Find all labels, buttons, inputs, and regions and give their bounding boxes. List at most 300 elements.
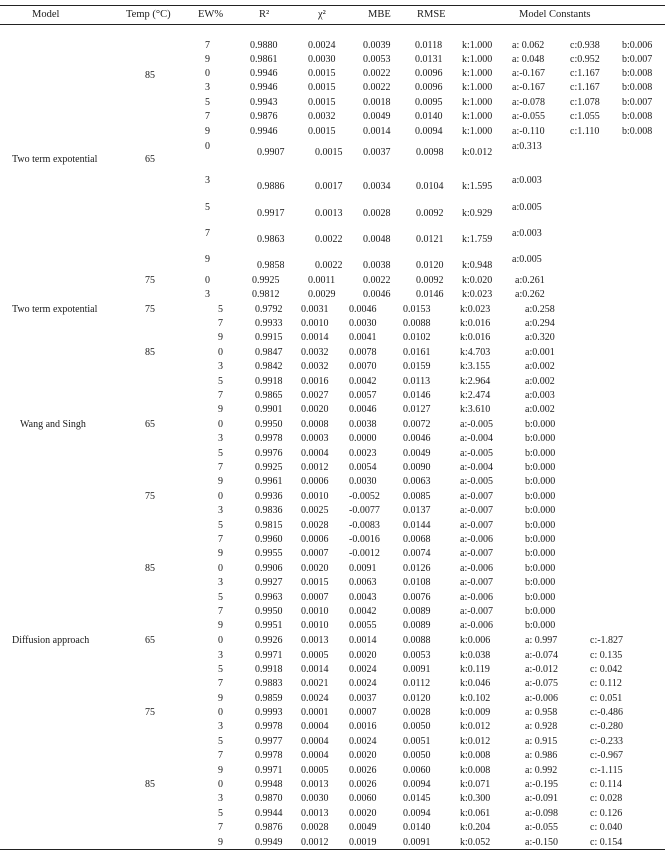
cell-chi: 0.0006 [301, 534, 329, 545]
cell-k: k:0.071 [460, 779, 491, 790]
cell-b: b:0.000 [525, 534, 556, 545]
cell-chi: 0.0010 [301, 318, 329, 329]
cell-r2: 0.9883 [255, 678, 283, 689]
cell-a: a:-0.167 [512, 82, 546, 93]
cell-a: a: 0.062 [512, 40, 545, 51]
cell-r2: 0.9870 [255, 793, 283, 804]
cell-mbe: 0.0024 [349, 736, 377, 747]
cell-a: a:0.002 [525, 361, 555, 372]
cell-chi: 0.0028 [301, 520, 329, 531]
cell-r2: 0.9917 [257, 208, 285, 219]
cell-r2: 0.9977 [255, 736, 283, 747]
cell-a: a:-0.006 [460, 620, 494, 631]
cell-a: a:-0.012 [525, 664, 559, 675]
cell-chi: 0.0015 [308, 82, 336, 93]
cell-r2: 0.9918 [255, 664, 283, 675]
cell-k: k:0.023 [462, 289, 493, 300]
cell-mbe: 0.0049 [349, 822, 377, 833]
cell-k: k:1.000 [462, 68, 493, 79]
cell-rmse: 0.0046 [403, 433, 431, 444]
cell-a: a:-0.195 [525, 779, 559, 790]
cell-r2: 0.9978 [255, 433, 283, 444]
cell-a: a:-0.005 [460, 476, 494, 487]
cell-chi: 0.0030 [308, 54, 336, 65]
cell-k: k:0.016 [460, 318, 491, 329]
cell-chi: 0.0016 [301, 376, 329, 387]
cell-a: a:-0.007 [460, 520, 494, 531]
cell-chi: 0.0014 [301, 664, 329, 675]
cell-a: a:-0.075 [525, 678, 559, 689]
cell-r2: 0.9978 [255, 721, 283, 732]
cell-chi: 0.0013 [301, 808, 329, 819]
cell-a: a:-0.006 [460, 534, 494, 545]
cell-ew: 7 [205, 228, 210, 239]
cell-ew: 0 [218, 347, 223, 358]
cell-k: k:1.000 [462, 40, 493, 51]
cell-r2: 0.9926 [255, 635, 283, 646]
cell-ew: 3 [218, 793, 223, 804]
cell-a: a:-0.167 [512, 68, 546, 79]
header-model-constants: Model Constants [519, 9, 591, 20]
cell-chi: 0.0021 [301, 678, 329, 689]
cell-a: a:-0.150 [525, 837, 559, 848]
cell-chi: 0.0013 [301, 779, 329, 790]
cell-c: c: 0.114 [590, 779, 622, 790]
cell-b: b:0.000 [525, 505, 556, 516]
cell-r2: 0.9861 [250, 54, 278, 65]
cell-mbe: 0.0046 [349, 404, 377, 415]
temp-label-a-65: 65 [145, 154, 155, 165]
cell-mbe: 0.0022 [363, 275, 391, 286]
cell-b: b:0.000 [525, 476, 556, 487]
cell-chi: 0.0014 [301, 332, 329, 343]
cell-k: k:3.610 [460, 404, 491, 415]
cell-k: k:0.052 [460, 837, 491, 848]
cell-a: a: 0.997 [525, 635, 558, 646]
cell-k: k:0.119 [460, 664, 490, 675]
cell-ew: 7 [205, 40, 210, 51]
cell-r2: 0.9976 [255, 448, 283, 459]
cell-rmse: 0.0090 [403, 462, 431, 473]
cell-r2: 0.9925 [255, 462, 283, 473]
cell-c: c:-0.280 [590, 721, 624, 732]
cell-chi: 0.0015 [308, 68, 336, 79]
cell-rmse: 0.0159 [403, 361, 431, 372]
cell-mbe: 0.0042 [349, 606, 377, 617]
cell-mbe: 0.0019 [349, 837, 377, 848]
cell-k: k:1.000 [462, 82, 493, 93]
cell-ew: 7 [218, 750, 223, 761]
cell-chi: 0.0015 [308, 126, 336, 137]
cell-r2: 0.9944 [255, 808, 283, 819]
cell-rmse: 0.0095 [415, 97, 443, 108]
cell-ew: 9 [218, 476, 223, 487]
cell-mbe: -0.0012 [349, 548, 380, 559]
cell-k: k:0.204 [460, 822, 491, 833]
cell-a: a: 0.915 [525, 736, 558, 747]
cell-a: a:-0.078 [512, 97, 546, 108]
cell-r2: 0.9886 [257, 181, 285, 192]
cell-a: a:-0.091 [525, 793, 559, 804]
cell-r2: 0.9963 [255, 592, 283, 603]
cell-ew: 9 [218, 765, 223, 776]
cell-ew: 7 [218, 534, 223, 545]
cell-ew: 9 [205, 126, 210, 137]
cell-mbe: 0.0014 [363, 126, 391, 137]
cell-rmse: 0.0131 [415, 54, 443, 65]
cell-ew: 5 [218, 664, 223, 675]
cell-chi: 0.0007 [301, 548, 329, 559]
cell-ew: 0 [218, 707, 223, 718]
cell-a: a:-0.007 [460, 577, 494, 588]
cell-rmse: 0.0094 [403, 808, 431, 819]
cell-chi: 0.0011 [308, 275, 336, 286]
cell-r2: 0.9876 [255, 822, 283, 833]
cell-rmse: 0.0072 [403, 419, 431, 430]
cell-a: a:-0.007 [460, 491, 494, 502]
cell-r2: 0.9812 [252, 289, 280, 300]
table-top-rule [0, 5, 665, 6]
model-label-two-term-1: Two term expotential [12, 154, 98, 165]
cell-k: k:0.009 [460, 707, 491, 718]
cell-ew: 0 [205, 141, 210, 152]
cell-c: c:1.110 [570, 126, 600, 137]
cell-chi: 0.0005 [301, 650, 329, 661]
cell-b: b:0.007 [622, 97, 653, 108]
cell-chi: 0.0008 [301, 419, 329, 430]
cell-mbe: 0.0055 [349, 620, 377, 631]
cell-ew: 9 [218, 404, 223, 415]
cell-ew: 7 [218, 318, 223, 329]
cell-b: b:0.008 [622, 68, 653, 79]
header-rule [0, 24, 665, 25]
cell-r2: 0.9815 [255, 520, 283, 531]
temp-label-b-75: 75 [145, 304, 155, 315]
cell-chi: 0.0007 [301, 592, 329, 603]
cell-chi: 0.0032 [301, 361, 329, 372]
cell-a: a:0.313 [512, 141, 542, 152]
cell-rmse: 0.0053 [403, 650, 431, 661]
cell-ew: 3 [218, 721, 223, 732]
cell-k: k:0.038 [460, 650, 491, 661]
model-label-diffusion: Diffusion approach [12, 635, 90, 646]
cell-a: a:0.003 [525, 390, 555, 401]
cell-mbe: -0.0077 [349, 505, 380, 516]
cell-mbe: 0.0046 [363, 289, 391, 300]
cell-chi: 0.0003 [301, 433, 329, 444]
cell-r2: 0.9951 [255, 620, 283, 631]
cell-chi: 0.0029 [308, 289, 336, 300]
cell-mbe: 0.0028 [363, 208, 391, 219]
cell-ew: 7 [218, 678, 223, 689]
cell-a: a:-0.055 [512, 111, 546, 122]
cell-rmse: 0.0140 [415, 111, 443, 122]
cell-c: c: 0.126 [590, 808, 623, 819]
cell-r2: 0.9936 [255, 491, 283, 502]
cell-ew: 3 [205, 289, 210, 300]
cell-rmse: 0.0127 [403, 404, 431, 415]
cell-r2: 0.9842 [255, 361, 283, 372]
cell-chi: 0.0015 [301, 577, 329, 588]
cell-a: a:-0.007 [460, 606, 494, 617]
cell-c: c:-0.486 [590, 707, 624, 718]
cell-a: a:0.258 [525, 304, 555, 315]
cell-b: b:0.008 [622, 111, 653, 122]
cell-rmse: 0.0094 [415, 126, 443, 137]
cell-r2: 0.9792 [255, 304, 283, 315]
cell-chi: 0.0010 [301, 491, 329, 502]
header-chi2: χ² [318, 9, 326, 20]
cell-ew: 3 [218, 361, 223, 372]
cell-c: c: 0.135 [590, 650, 623, 661]
cell-ew: 3 [218, 577, 223, 588]
cell-chi: 0.0031 [301, 304, 329, 315]
cell-chi: 0.0022 [315, 260, 343, 271]
cell-b: b:0.000 [525, 433, 556, 444]
cell-a: a:-0.110 [512, 126, 545, 137]
cell-mbe: 0.0070 [349, 361, 377, 372]
cell-chi: 0.0015 [308, 97, 336, 108]
cell-rmse: 0.0146 [403, 390, 431, 401]
cell-chi: 0.0004 [301, 736, 329, 747]
cell-mbe: -0.0016 [349, 534, 380, 545]
cell-c: c:1.167 [570, 82, 600, 93]
cell-rmse: 0.0051 [403, 736, 431, 747]
cell-mbe: 0.0041 [349, 332, 377, 343]
cell-r2: 0.9906 [255, 563, 283, 574]
cell-r2: 0.9993 [255, 707, 283, 718]
temp-label-c-85: 85 [145, 563, 155, 574]
temp-label-d-85: 85 [145, 779, 155, 790]
temp-label-c-75: 75 [145, 491, 155, 502]
cell-b: b:0.000 [525, 563, 556, 574]
cell-mbe: 0.0060 [349, 793, 377, 804]
header-mbe: MBE [368, 9, 391, 20]
cell-rmse: 0.0161 [403, 347, 431, 358]
cell-rmse: 0.0108 [403, 577, 431, 588]
cell-a: a:0.294 [525, 318, 555, 329]
cell-k: k:0.102 [460, 693, 491, 704]
cell-k: k:1.000 [462, 97, 493, 108]
cell-a: a:0.320 [525, 332, 555, 343]
cell-mbe: 0.0020 [349, 650, 377, 661]
cell-b: b:0.000 [525, 462, 556, 473]
cell-a: a:-0.005 [460, 448, 494, 459]
cell-rmse: 0.0060 [403, 765, 431, 776]
cell-k: k:0.023 [460, 304, 491, 315]
cell-ew: 0 [218, 635, 223, 646]
cell-chi: 0.0024 [308, 40, 336, 51]
cell-rmse: 0.0104 [416, 181, 444, 192]
cell-chi: 0.0017 [315, 181, 343, 192]
cell-mbe: 0.0054 [349, 462, 377, 473]
cell-r2: 0.9859 [255, 693, 283, 704]
cell-k: k:0.020 [462, 275, 493, 286]
cell-rmse: 0.0076 [403, 592, 431, 603]
cell-rmse: 0.0091 [403, 664, 431, 675]
cell-k: k:1.000 [462, 54, 493, 65]
cell-b: b:0.000 [525, 419, 556, 430]
temp-label-b-85: 85 [145, 347, 155, 358]
cell-k: k:0.006 [460, 635, 491, 646]
cell-rmse: 0.0068 [403, 534, 431, 545]
cell-a: a:0.002 [525, 404, 555, 415]
cell-rmse: 0.0120 [416, 260, 444, 271]
cell-rmse: 0.0050 [403, 750, 431, 761]
cell-chi: 0.0004 [301, 721, 329, 732]
cell-b: b:0.000 [525, 592, 556, 603]
cell-chi: 0.0020 [301, 563, 329, 574]
cell-rmse: 0.0137 [403, 505, 431, 516]
cell-ew: 7 [218, 462, 223, 473]
cell-mbe: 0.0020 [349, 808, 377, 819]
cell-ew: 3 [205, 175, 210, 186]
cell-r2: 0.9946 [250, 68, 278, 79]
cell-k: k:0.046 [460, 678, 491, 689]
cell-r2: 0.9943 [250, 97, 278, 108]
cell-k: k:0.008 [460, 765, 491, 776]
cell-b: b:0.000 [525, 577, 556, 588]
cell-mbe: 0.0034 [363, 181, 391, 192]
cell-r2: 0.9933 [255, 318, 283, 329]
header-r2: R² [259, 9, 270, 20]
cell-k: k:0.016 [460, 332, 491, 343]
cell-rmse: 0.0063 [403, 476, 431, 487]
cell-rmse: 0.0028 [403, 707, 431, 718]
cell-r2: 0.9901 [255, 404, 283, 415]
cell-k: k:0.012 [460, 736, 491, 747]
cell-chi: 0.0013 [301, 635, 329, 646]
cell-rmse: 0.0050 [403, 721, 431, 732]
cell-chi: 0.0010 [301, 606, 329, 617]
cell-mbe: 0.0000 [349, 433, 377, 444]
cell-rmse: 0.0121 [416, 234, 444, 245]
cell-c: c:1.078 [570, 97, 600, 108]
cell-a: a:-0.006 [525, 693, 559, 704]
header-temp: Temp (°C) [126, 9, 171, 20]
cell-rmse: 0.0118 [415, 40, 443, 51]
cell-a: a:-0.006 [460, 563, 494, 574]
cell-ew: 3 [218, 505, 223, 516]
cell-ew: 7 [218, 822, 223, 833]
cell-rmse: 0.0096 [415, 82, 443, 93]
cell-rmse: 0.0085 [403, 491, 431, 502]
cell-mbe: 0.0057 [349, 390, 377, 401]
table-bottom-rule [0, 849, 665, 850]
cell-mbe: 0.0030 [349, 476, 377, 487]
cell-ew: 9 [205, 54, 210, 65]
cell-b: b:0.000 [525, 520, 556, 531]
cell-r2: 0.9961 [255, 476, 283, 487]
cell-r2: 0.9946 [250, 82, 278, 93]
cell-a: a:0.003 [512, 228, 542, 239]
cell-mbe: 0.0038 [349, 419, 377, 430]
cell-ew: 5 [218, 376, 223, 387]
cell-a: a:-0.006 [460, 592, 494, 603]
cell-k: k:1.759 [462, 234, 493, 245]
cell-k: k:0.008 [460, 750, 491, 761]
cell-a: a: 0.928 [525, 721, 558, 732]
cell-rmse: 0.0098 [416, 147, 444, 158]
cell-mbe: 0.0024 [349, 678, 377, 689]
cell-rmse: 0.0088 [403, 318, 431, 329]
cell-ew: 9 [218, 548, 223, 559]
cell-c: c:1.055 [570, 111, 600, 122]
cell-a: a:-0.007 [460, 505, 494, 516]
cell-c: c: 0.112 [590, 678, 622, 689]
temp-label-a-85: 85 [145, 70, 155, 81]
cell-r2: 0.9971 [255, 650, 283, 661]
cell-a: a:-0.004 [460, 433, 494, 444]
cell-r2: 0.9960 [255, 534, 283, 545]
cell-mbe: 0.0022 [363, 68, 391, 79]
cell-mbe: 0.0018 [363, 97, 391, 108]
temp-label-d-75: 75 [145, 707, 155, 718]
cell-a: a:0.262 [515, 289, 545, 300]
cell-rmse: 0.0145 [403, 793, 431, 804]
cell-ew: 3 [218, 650, 223, 661]
cell-mbe: 0.0043 [349, 592, 377, 603]
model-label-two-term-2: Two term expotential [12, 304, 98, 315]
cell-chi: 0.0006 [301, 476, 329, 487]
cell-ew: 0 [205, 68, 210, 79]
cell-ew: 0 [218, 563, 223, 574]
cell-r2: 0.9971 [255, 765, 283, 776]
cell-r2: 0.9955 [255, 548, 283, 559]
cell-b: b:0.000 [525, 606, 556, 617]
cell-ew: 9 [218, 620, 223, 631]
cell-r2: 0.9948 [255, 779, 283, 790]
cell-b: b:0.008 [622, 126, 653, 137]
cell-mbe: 0.0046 [349, 304, 377, 315]
cell-c: c:0.952 [570, 54, 600, 65]
cell-ew: 7 [205, 111, 210, 122]
cell-rmse: 0.0126 [403, 563, 431, 574]
cell-mbe: 0.0091 [349, 563, 377, 574]
cell-ew: 0 [205, 275, 210, 286]
cell-k: k:0.012 [462, 147, 493, 158]
cell-r2: 0.9925 [252, 275, 280, 286]
cell-r2: 0.9949 [255, 837, 283, 848]
cell-a: a:0.003 [512, 175, 542, 186]
cell-a: a:-0.007 [460, 548, 494, 559]
cell-a: a: 0.986 [525, 750, 558, 761]
cell-ew: 5 [218, 520, 223, 531]
cell-k: k:0.012 [460, 721, 491, 732]
cell-c: c: 0.042 [590, 664, 623, 675]
cell-r2: 0.9876 [250, 111, 278, 122]
cell-a: a: 0.958 [525, 707, 558, 718]
cell-mbe: 0.0020 [349, 750, 377, 761]
cell-chi: 0.0020 [301, 404, 329, 415]
cell-ew: 5 [205, 97, 210, 108]
cell-rmse: 0.0096 [415, 68, 443, 79]
model-label-wang-singh: Wang and Singh [20, 419, 86, 430]
cell-rmse: 0.0102 [403, 332, 431, 343]
cell-c: c: 0.154 [590, 837, 623, 848]
cell-mbe: 0.0042 [349, 376, 377, 387]
cell-ew: 5 [218, 448, 223, 459]
cell-mbe: 0.0030 [349, 318, 377, 329]
cell-r2: 0.9847 [255, 347, 283, 358]
cell-k: k:1.000 [462, 111, 493, 122]
cell-a: a:-0.098 [525, 808, 559, 819]
cell-ew: 3 [218, 433, 223, 444]
cell-mbe: 0.0078 [349, 347, 377, 358]
cell-rmse: 0.0089 [403, 620, 431, 631]
cell-chi: 0.0022 [315, 234, 343, 245]
cell-chi: 0.0012 [301, 837, 329, 848]
